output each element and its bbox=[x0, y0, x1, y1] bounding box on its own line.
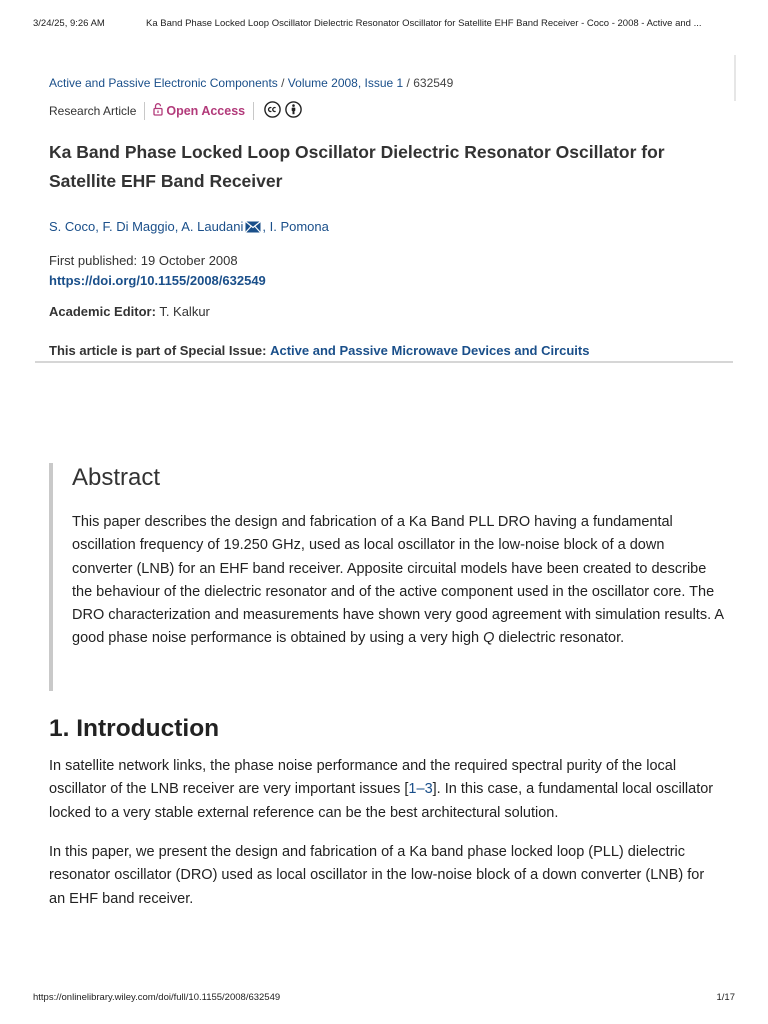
scrollbar-mark bbox=[734, 55, 736, 101]
editor-name: T. Kalkur bbox=[159, 304, 210, 319]
abstract-heading: Abstract bbox=[72, 464, 161, 491]
special-issue-link[interactable]: Active and Passive Microwave Devices and Circuits bbox=[270, 343, 590, 358]
attribution-icon bbox=[285, 101, 302, 121]
article-id: 632549 bbox=[413, 76, 454, 90]
article-type: Research Article bbox=[49, 104, 137, 118]
mail-icon[interactable] bbox=[245, 221, 261, 233]
license-icons[interactable] bbox=[264, 101, 302, 121]
doi-link[interactable]: https://doi.org/10.1155/2008/632549 bbox=[49, 273, 266, 288]
print-footer bbox=[33, 992, 735, 1003]
breadcrumb-separator: / bbox=[277, 76, 288, 90]
print-page-number: 1/17 bbox=[716, 992, 735, 1003]
abstract-text-part: This paper describes the design and fabrication of a Ka Band PLL DRO having a fundamental oscillation frequency of 19.250 GHz, used as local oscillator in the low-noise block of a down converter (LNB) for an EHF band receiver. Apposite circuital models have been created to describe the behaviour of the dielectric resonator and of the active component used in the oscillator core. The DRO characterization and measurements have shown very good agreement with simulation results. A good phase noise performance is obtained by using a very high bbox=[72, 514, 724, 647]
breadcrumb-separator: / bbox=[403, 76, 414, 90]
print-datetime: 3/24/25, 9:26 AM bbox=[33, 18, 105, 29]
reference-link[interactable]: 1 bbox=[408, 781, 417, 798]
breadcrumb-journal-link[interactable]: Active and Passive Electronic Components bbox=[49, 76, 278, 90]
print-header bbox=[33, 18, 735, 29]
abstract-text-part: dielectric resonator. bbox=[494, 630, 625, 647]
article-meta-row bbox=[49, 101, 302, 121]
publication-info bbox=[49, 251, 266, 291]
lock-open-icon bbox=[153, 103, 163, 119]
article-title: Ka Band Phase Locked Loop Oscillator Dielectric Resonator Oscillator for Satellite EHF Band Receiver bbox=[49, 142, 665, 191]
paragraph-text: In satellite network links, the phase noise performance and the required spectral purity of the local oscillator of the LNB receiver are very important issues [ bbox=[49, 758, 677, 798]
introduction-paragraph bbox=[49, 755, 721, 825]
divider bbox=[253, 102, 254, 120]
paragraph-text: ]. In this case, a fundamental local oscillator locked to a very stable external reference can be the best architectural solution. bbox=[49, 781, 714, 821]
open-access-label: Open Access bbox=[166, 104, 246, 118]
reference-link[interactable]: 3 bbox=[424, 781, 433, 798]
special-issue bbox=[49, 343, 589, 358]
section-divider bbox=[35, 361, 733, 363]
q-symbol: Q bbox=[483, 630, 495, 647]
abstract-section bbox=[49, 463, 725, 691]
print-url: https://onlinelibrary.wiley.com/doi/full/10.1155/2008/632549 bbox=[33, 992, 281, 1003]
divider bbox=[144, 102, 145, 120]
creative-commons-icon bbox=[264, 101, 281, 121]
special-issue-label: This article is part of Special Issue: bbox=[49, 343, 267, 358]
academic-editor bbox=[49, 304, 210, 319]
reference-dash: – bbox=[416, 781, 425, 798]
breadcrumb-issue-link[interactable]: Volume 2008, Issue 1 bbox=[287, 76, 404, 90]
first-published: First published: 19 October 2008 bbox=[49, 253, 238, 268]
introduction-paragraph: In this paper, we present the design and fabrication of a Ka band phase locked loop (PLL) dielectric resonator oscillator (DRO) used as local oscillator in the low-noise block of a down converter (LNB) for an EHF band receiver. bbox=[49, 844, 705, 907]
introduction-heading: 1. Introduction bbox=[49, 715, 220, 742]
editor-label: Academic Editor: bbox=[49, 304, 156, 319]
author-link[interactable]: , I. Pomona bbox=[262, 219, 329, 234]
author-list bbox=[49, 219, 329, 234]
abstract-text bbox=[72, 511, 725, 651]
breadcrumb bbox=[49, 76, 453, 90]
print-doc-title: Ka Band Phase Locked Loop Oscillator Dielectric Resonator Oscillator for Satellite EHF Band Receiver - Coco - 2008 - Active and ... bbox=[146, 18, 702, 29]
author-links[interactable]: S. Coco, F. Di Maggio, A. Laudani bbox=[49, 219, 244, 234]
open-access-badge[interactable] bbox=[153, 103, 245, 119]
